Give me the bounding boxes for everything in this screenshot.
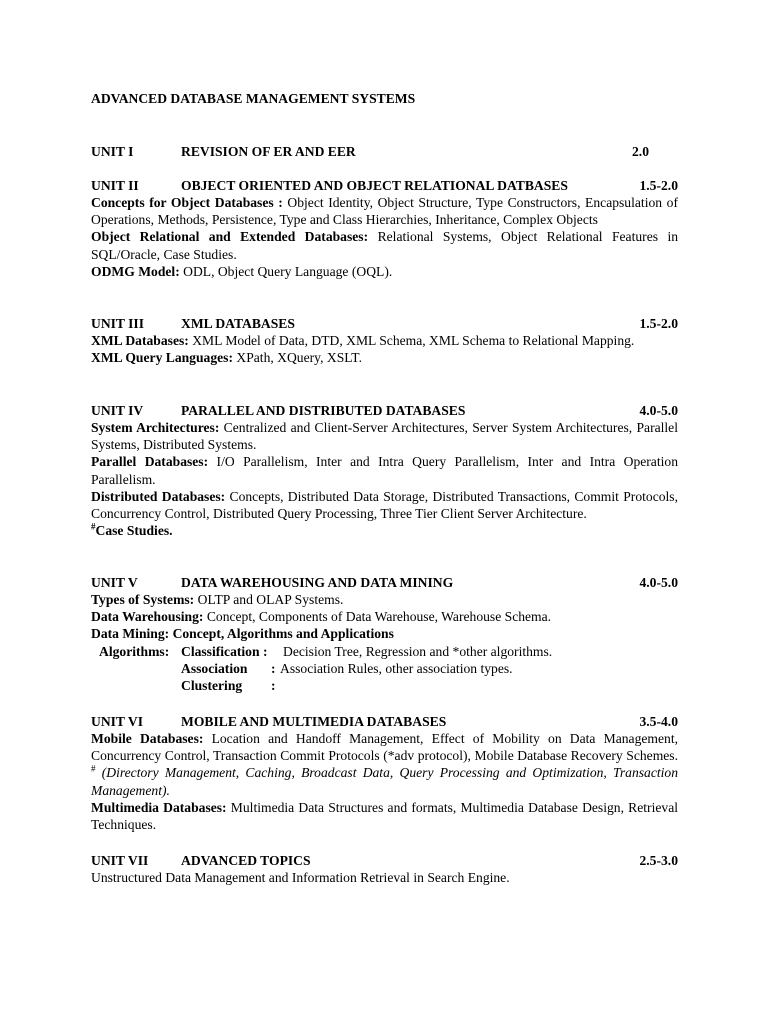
topic-label: Types of Systems: <box>91 592 195 607</box>
topic-paragraph <box>91 625 678 642</box>
topic-label: Mobile Databases: <box>91 731 204 746</box>
topic-paragraph <box>91 349 678 366</box>
topic-text: Location and Handoff Management, Effect of Mobility on Data Management, Concurrency Control, Transaction Commit Protocols (*adv protocol), Mobile Database Recovery Schemes. <box>91 731 679 764</box>
topic-paragraph <box>91 194 678 228</box>
topic-label: ODMG Model: <box>91 263 180 279</box>
topic-label: System Architectures: <box>91 420 220 435</box>
unit-credits: 1.5-2.0 <box>639 178 678 193</box>
unit-number: UNIT I <box>91 144 134 159</box>
unit-1-section <box>91 143 678 160</box>
topic-text: XPath, XQuery, XSLT. <box>236 350 362 366</box>
topic-label: Data Warehousing: <box>91 609 204 625</box>
association-text: Association Rules, other association types. <box>280 660 513 676</box>
clustering-row <box>91 677 678 694</box>
algorithms-label: Algorithms: <box>99 643 170 659</box>
unit-number: UNIT VI <box>91 714 144 729</box>
unit-title: DATA WAREHOUSING AND DATA MINING <box>181 575 454 590</box>
topic-label: Parallel Databases: <box>91 454 209 470</box>
topic-text: XML Model of Data, DTD, XML Schema, XML Schema to Relational Mapping. <box>192 333 635 348</box>
topic-text: Centralized and Client-Server Architectures, Server System Architectures, Parallel Systems, Distributed Systems. <box>91 420 678 453</box>
topic-label: Case Studies. <box>95 523 173 539</box>
topic-paragraph <box>91 228 678 262</box>
unit-7-section <box>91 852 678 886</box>
unit-title: ADVANCED TOPICS <box>181 853 311 868</box>
topic-label: Data Mining: Concept, Algorithms and Applications <box>91 626 394 642</box>
unit-heading <box>91 402 678 419</box>
topic-label: XML Query Languages: <box>91 350 233 366</box>
unit-title: OBJECT ORIENTED AND OBJECT RELATIONAL DATBASES <box>181 178 568 193</box>
topic-label: Object Relational and Extended Databases: <box>91 229 369 245</box>
topic-paragraph <box>91 453 678 487</box>
topic-text: Object Identity, Object Structure, Type Constructors, Encapsulation of Operations, Methods, Persistence, Type and Class Hierarchies, Inheritance, Complex Objects <box>91 195 678 228</box>
topic-label: Concepts for Object Databases : <box>91 195 283 210</box>
topic-paragraph <box>91 799 678 833</box>
unit-6-section <box>91 713 678 833</box>
topic-text: OLTP and OLAP Systems. <box>197 592 344 607</box>
unit-heading <box>91 315 678 332</box>
unit-heading <box>91 574 678 591</box>
topic-label: Distributed Databases: <box>91 488 226 504</box>
topic-paragraph <box>91 419 678 453</box>
topic-text: Multimedia Data Structures and formats, Multimedia Database Design, Retrieval Techniques. <box>91 799 679 833</box>
unit-number: UNIT IV <box>91 403 144 418</box>
unit-number: UNIT VII <box>91 853 149 868</box>
topic-paragraph <box>91 488 678 522</box>
classification-text: Decision Tree, Regression and *other algorithms. <box>283 643 553 659</box>
topic-text: Unstructured Data Management and Information Retrieval in Search Engine. <box>91 870 510 885</box>
topic-text: Concept, Components of Data Warehouse, Warehouse Schema. <box>206 609 552 625</box>
unit-2-section <box>91 177 678 280</box>
association-row <box>91 660 678 677</box>
association-label: Association <box>181 660 248 676</box>
association-colon: : <box>271 660 276 676</box>
hash-mark: # <box>91 521 96 532</box>
unit-heading <box>91 852 678 869</box>
topic-paragraph <box>91 522 678 539</box>
unit-credits: 1.5-2.0 <box>639 316 678 331</box>
unit-credits: 4.0-5.0 <box>639 575 678 590</box>
topic-paragraph <box>91 608 678 625</box>
unit-credits: 4.0-5.0 <box>639 403 678 418</box>
topic-label: XML Databases: <box>91 333 189 348</box>
unit-number: UNIT II <box>91 178 139 193</box>
topic-italic-text: (Directory Management, Caching, Broadcast Data, Query Processing and Optimization, Transaction Management). <box>91 765 679 798</box>
unit-title: XML DATABASES <box>181 316 295 331</box>
unit-number: UNIT V <box>91 575 138 590</box>
topic-paragraph <box>91 869 678 886</box>
hash-mark: # <box>91 763 96 774</box>
unit-title: REVISION OF ER AND EER <box>181 144 356 159</box>
topic-label: Multimedia Databases: <box>91 799 227 815</box>
topic-text: I/O Parallelism, Inter and Intra Query Parallelism, Inter and Intra Operation Parallelism. <box>91 454 678 487</box>
unit-title: MOBILE AND MULTIMEDIA DATABASES <box>181 714 447 729</box>
topic-text: Concepts, Distributed Data Storage, Distributed Transactions, Commit Protocols, Concurrency Control, Distributed Query Processing, Three Tier Client Server Architecture. <box>91 488 678 522</box>
clustering-label: Clustering <box>181 677 243 693</box>
topic-paragraph <box>91 730 678 799</box>
document-title: ADVANCED DATABASE MANAGEMENT SYSTEMS <box>91 91 416 106</box>
unit-3-section <box>91 315 678 366</box>
unit-5-section <box>91 574 678 694</box>
topic-paragraph <box>91 263 678 280</box>
topic-paragraph <box>91 591 678 608</box>
classification-label: Classification : <box>181 643 268 659</box>
unit-4-section <box>91 402 678 539</box>
topic-text: ODL, Object Query Language (OQL). <box>183 263 393 279</box>
clustering-colon: : <box>271 677 276 693</box>
unit-credits: 2.0 <box>632 144 649 159</box>
topic-text: Relational Systems, Object Relational Features in SQL/Oracle, Case Studies. <box>91 229 679 262</box>
unit-credits: 3.5-4.0 <box>639 714 678 729</box>
algorithms-row <box>91 643 678 660</box>
unit-credits: 2.5-3.0 <box>639 853 678 868</box>
unit-title: PARALLEL AND DISTRIBUTED DATABASES <box>181 403 466 418</box>
unit-heading <box>91 713 678 730</box>
unit-heading <box>91 143 678 160</box>
unit-number: UNIT III <box>91 316 145 331</box>
topic-paragraph <box>91 332 678 349</box>
unit-heading <box>91 177 678 194</box>
